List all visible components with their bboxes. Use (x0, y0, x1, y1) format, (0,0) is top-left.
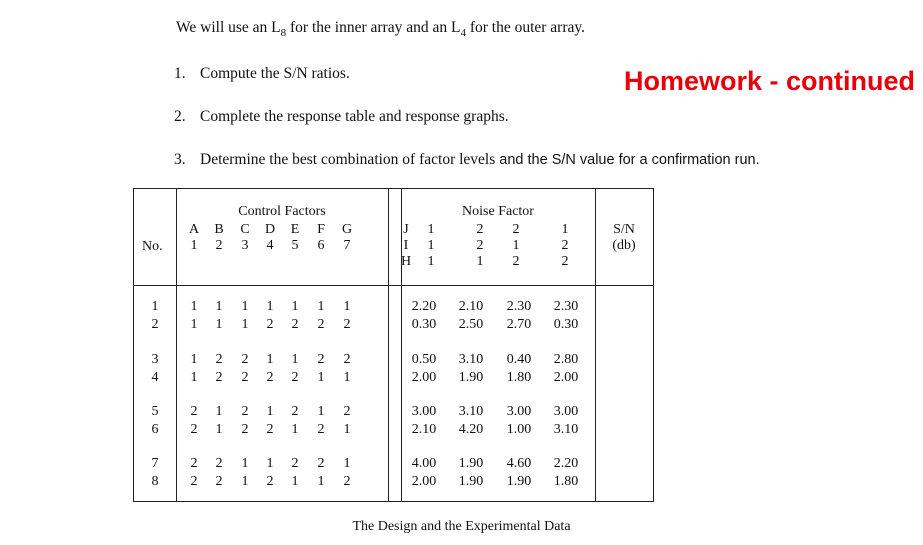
factor-label: B (214, 222, 224, 237)
step-number: 2. (174, 108, 186, 125)
intro-middle: for the inner array and an L (286, 19, 461, 36)
factor-level: 1 (241, 317, 249, 332)
factor-level: 1 (291, 474, 299, 489)
column-number: 4 (266, 238, 274, 253)
design-table (133, 188, 654, 502)
factor-level: 1 (241, 456, 249, 471)
run-number: 1 (151, 299, 159, 314)
noise-level: 2 (512, 254, 520, 269)
factor-level: 2 (317, 456, 325, 471)
data-value: 2.30 (553, 299, 579, 314)
factor-label: D (264, 222, 276, 237)
factor-level: 2 (190, 456, 198, 471)
sn-unit: (db) (612, 238, 636, 253)
noise-factor-label: J (403, 222, 409, 237)
noise-factor-label: I (403, 238, 409, 253)
factor-level: 1 (266, 352, 274, 367)
factor-level: 2 (266, 474, 274, 489)
intro-after: for the outer array. (465, 19, 585, 36)
column-number: 3 (241, 238, 249, 253)
inner-array-subscript: 8 (280, 27, 287, 40)
step-3 (174, 151, 760, 169)
data-value: 3.10 (458, 352, 484, 367)
factor-level: 1 (190, 352, 198, 367)
noise-level: 1 (427, 222, 435, 237)
data-value: 1.00 (506, 422, 532, 437)
factor-level: 2 (343, 474, 351, 489)
factor-level: 1 (215, 317, 223, 332)
noise-factor-title: Noise Factor (462, 204, 534, 219)
intro-before: We will use an L (176, 19, 281, 36)
data-value: 2.10 (458, 299, 484, 314)
data-value: 1.90 (458, 370, 484, 385)
column-number: 6 (317, 238, 325, 253)
step-number: 3. (174, 151, 186, 168)
factor-level: 2 (343, 404, 351, 419)
data-value: 2.80 (553, 352, 579, 367)
data-value: 2.30 (506, 299, 532, 314)
step-text: Compute the S/N ratios. (200, 65, 350, 82)
factor-level: 2 (190, 404, 198, 419)
factor-label: C (240, 222, 250, 237)
factor-level: 2 (241, 422, 249, 437)
factor-level: 2 (317, 317, 325, 332)
factor-level: 1 (343, 422, 351, 437)
factor-level: 1 (291, 299, 299, 314)
noise-level: 1 (512, 238, 520, 253)
factor-level: 1 (266, 456, 274, 471)
factor-level: 2 (215, 370, 223, 385)
data-value: 1.90 (458, 456, 484, 471)
data-value: 3.00 (553, 404, 579, 419)
column-number: 1 (190, 238, 198, 253)
factor-level: 2 (215, 474, 223, 489)
factor-level: 2 (215, 352, 223, 367)
data-value: 1.90 (458, 474, 484, 489)
factor-level: 1 (317, 404, 325, 419)
noise-factor-label: H (400, 254, 412, 269)
step-2 (174, 108, 509, 126)
factor-level: 2 (241, 352, 249, 367)
noise-level: 2 (476, 238, 484, 253)
data-value: 2.00 (411, 370, 437, 385)
data-value: 1.80 (553, 474, 579, 489)
noise-level: 1 (476, 254, 484, 269)
data-value: 3.10 (458, 404, 484, 419)
no-header: No. (142, 239, 163, 254)
data-value: 3.10 (553, 422, 579, 437)
factor-level: 2 (291, 404, 299, 419)
factor-level: 1 (241, 299, 249, 314)
factor-label: G (341, 222, 353, 237)
factor-label: F (317, 222, 325, 237)
factor-level: 2 (266, 370, 274, 385)
factor-level: 2 (215, 456, 223, 471)
factor-level: 2 (343, 352, 351, 367)
factor-level: 2 (291, 456, 299, 471)
data-value: 2.50 (458, 317, 484, 332)
intro-text (176, 19, 585, 39)
factor-level: 1 (317, 474, 325, 489)
data-value: 3.00 (411, 404, 437, 419)
data-value: 2.20 (411, 299, 437, 314)
run-number: 7 (151, 456, 159, 471)
factor-level: 2 (291, 370, 299, 385)
data-value: 1.90 (506, 474, 532, 489)
data-value: 2.00 (411, 474, 437, 489)
factor-level: 2 (317, 352, 325, 367)
factor-level: 1 (317, 370, 325, 385)
data-value: 4.20 (458, 422, 484, 437)
factor-level: 2 (291, 317, 299, 332)
factor-level: 1 (266, 404, 274, 419)
factor-level: 1 (291, 422, 299, 437)
data-value: 0.30 (553, 317, 579, 332)
noise-level: 2 (476, 222, 484, 237)
run-number: 3 (151, 352, 159, 367)
factor-level: 2 (343, 317, 351, 332)
column-number: 2 (215, 238, 223, 253)
factor-level: 2 (190, 422, 198, 437)
factor-level: 1 (343, 370, 351, 385)
data-value: 0.40 (506, 352, 532, 367)
step-1 (174, 65, 350, 83)
step-number: 1. (174, 65, 186, 82)
data-value: 2.00 (553, 370, 579, 385)
factor-level: 2 (266, 317, 274, 332)
table-caption: The Design and the Experimental Data (352, 519, 571, 534)
factor-level: 1 (317, 299, 325, 314)
homework-heading: Homework - continued (623, 66, 915, 96)
factor-level: 1 (241, 474, 249, 489)
data-value: 2.10 (411, 422, 437, 437)
control-factors-title: Control Factors (238, 204, 326, 219)
factor-level: 1 (190, 299, 198, 314)
step-text-continued: and the S/N value for a confirmation run. (495, 152, 760, 168)
data-value: 1.80 (506, 370, 532, 385)
factor-level: 1 (343, 456, 351, 471)
data-value: 2.20 (553, 456, 579, 471)
factor-level: 1 (266, 299, 274, 314)
run-number: 8 (151, 474, 159, 489)
sn-header: S/N (613, 222, 635, 237)
data-value: 3.00 (506, 404, 532, 419)
factor-level: 2 (190, 474, 198, 489)
step-text: Determine the best combination of factor levels (200, 151, 496, 168)
factor-label: E (290, 222, 300, 237)
factor-level: 1 (291, 352, 299, 367)
factor-label: A (188, 222, 200, 237)
factor-level: 1 (343, 299, 351, 314)
data-value: 4.00 (411, 456, 437, 471)
run-number: 5 (151, 404, 159, 419)
data-value: 0.50 (411, 352, 437, 367)
factor-level: 2 (317, 422, 325, 437)
noise-level: 1 (561, 222, 569, 237)
noise-level: 2 (561, 238, 569, 253)
factor-level: 1 (190, 370, 198, 385)
column-number: 5 (291, 238, 299, 253)
factor-level: 2 (241, 404, 249, 419)
noise-level: 1 (427, 254, 435, 269)
step-text: Complete the response table and response graphs. (200, 108, 509, 125)
data-value: 0.30 (411, 317, 437, 332)
run-number: 6 (151, 422, 159, 437)
factor-level: 1 (215, 404, 223, 419)
factor-level: 1 (215, 422, 223, 437)
noise-level: 1 (427, 238, 435, 253)
outer-array-subscript: 4 (460, 27, 466, 40)
factor-level: 1 (215, 299, 223, 314)
run-number: 4 (151, 370, 159, 385)
data-value: 2.70 (506, 317, 532, 332)
data-value: 4.60 (506, 456, 532, 471)
factor-level: 2 (266, 422, 274, 437)
noise-level: 2 (561, 254, 569, 269)
run-number: 2 (151, 317, 159, 332)
column-number: 7 (343, 238, 351, 253)
noise-level: 2 (512, 222, 520, 237)
factor-level: 2 (241, 370, 249, 385)
factor-level: 1 (190, 317, 198, 332)
